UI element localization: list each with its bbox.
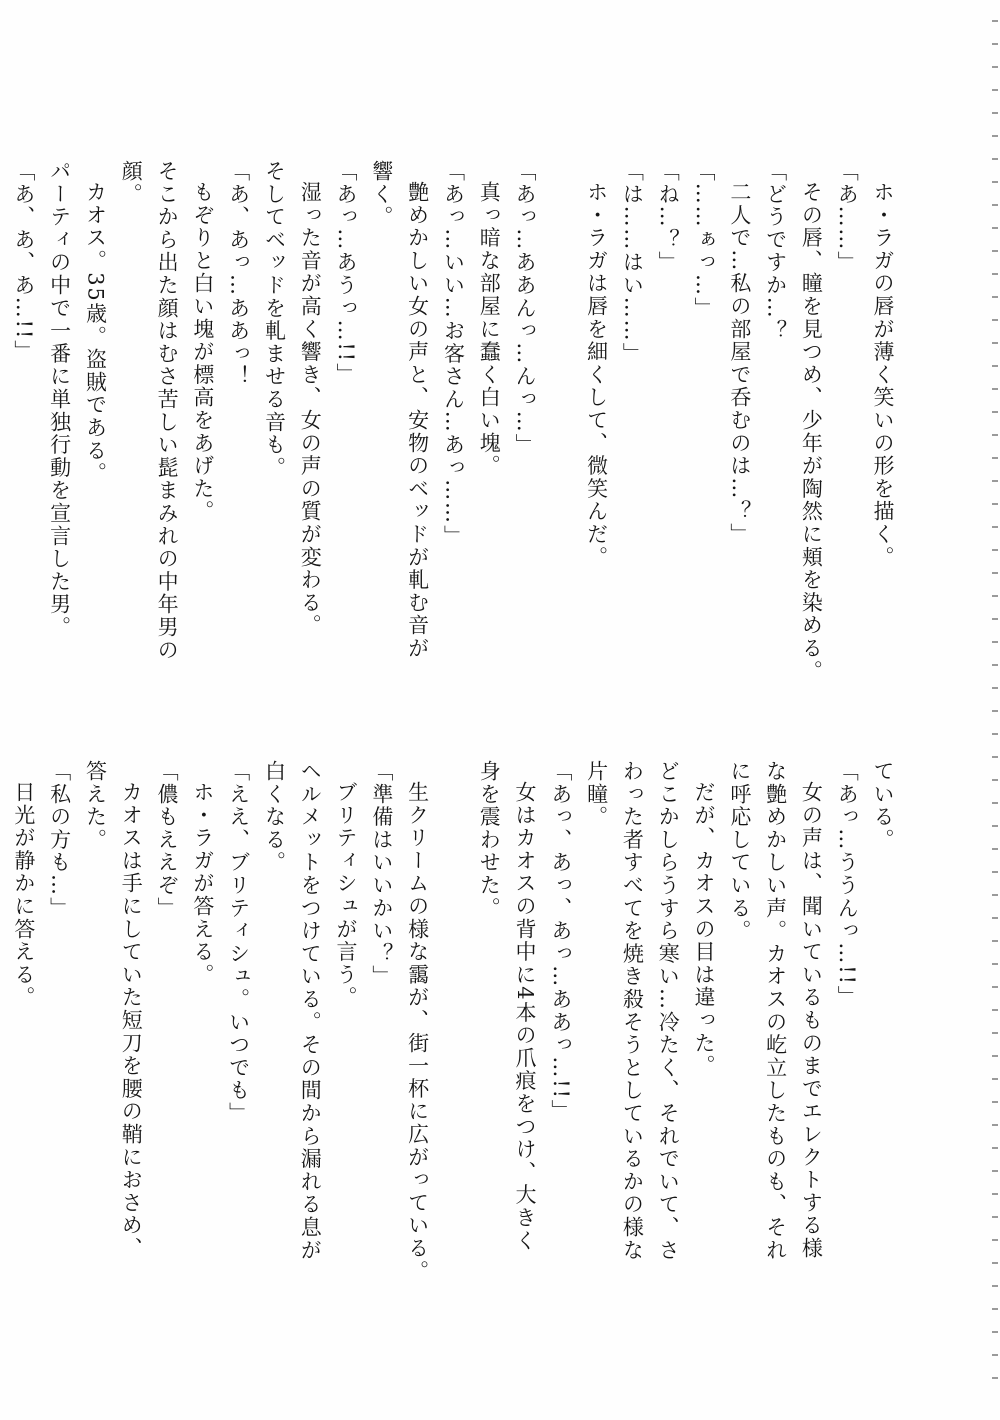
text-line: 「あ……」 — [835, 160, 860, 274]
edge-mark — [992, 1009, 998, 1011]
text-line: ホ・ラガの唇が薄く笑いの形を描く。 — [871, 181, 895, 569]
text-line: その唇、瞳を見つめ、少年が陶然に頬を染める。 — [799, 181, 824, 683]
edge-mark — [992, 1147, 998, 1149]
text-line: 湿った音が高く響き、女の声の質が変わる。 — [298, 181, 323, 637]
edge-mark — [992, 894, 998, 896]
edge-mark — [992, 296, 998, 298]
edge-mark — [992, 1331, 998, 1333]
text-line: ヘルメットをつけている。その間から漏れる息が — [298, 760, 323, 1262]
text-line: 「私の方も…」 — [47, 760, 72, 920]
edge-mark — [992, 273, 998, 275]
edge-mark — [992, 1193, 998, 1195]
text-line: 「あ、あっ…ああっ！ — [226, 160, 251, 388]
text-line: 日光が静かに答える。 — [11, 781, 36, 1009]
edge-mark — [992, 848, 998, 850]
text-line: 「ええ、ブリティシュ。いつでも」 — [226, 760, 251, 1125]
text-line: な艶めかしい声。カオスの屹立したものも、それ — [763, 760, 788, 1262]
edge-mark — [992, 204, 998, 206]
text-line: ホ・ラガは唇を細くして、微笑んだ。 — [584, 181, 609, 569]
text-line: 真っ暗な部屋に蠢く白い塊。 — [477, 181, 502, 478]
text-line: 答えた。 — [83, 760, 108, 852]
edge-mark — [992, 779, 998, 781]
edge-mark — [992, 618, 998, 620]
edge-mark — [992, 1354, 998, 1356]
text-line: そこから出た顔はむさ苦しい髭まみれの中年男の — [155, 160, 180, 662]
text-line: カオス。35歳。盗賊である。 — [83, 181, 108, 485]
text-line: 「あ、あ、あ…!!」 — [11, 160, 36, 363]
text-line: 女はカオスの背中に4本の爪痕をつけ、大きく — [513, 781, 538, 1253]
edge-mark — [992, 158, 998, 160]
edge-mark — [992, 572, 998, 574]
edge-mark — [992, 181, 998, 183]
edge-mark — [992, 388, 998, 390]
text-line: 「……ぁっ…」 — [692, 160, 717, 320]
text-line: 顔。 — [119, 160, 144, 206]
edge-mark — [992, 20, 998, 22]
edge-mark — [992, 227, 998, 229]
edge-mark — [992, 1239, 998, 1241]
edge-mark — [992, 457, 998, 459]
text-line: 「儂もええぞ」 — [155, 760, 180, 920]
edge-mark — [992, 319, 998, 321]
text-line: 女の声は、聞いているものまでエレクトする様 — [799, 781, 824, 1260]
edge-mark — [992, 250, 998, 252]
edge-mark — [992, 871, 998, 873]
lower-text-block — [11, 760, 900, 1283]
text-line: 「どうですか…？ — [763, 160, 788, 343]
edge-mark — [992, 963, 998, 965]
blank-line — [542, 160, 578, 580]
text-line: 片瞳。 — [584, 760, 609, 829]
text-line: 艶めかしい女の声と、安物のベッドが軋む音が — [405, 181, 430, 660]
text-line — [0, 160, 5, 580]
text-line: 白くなる。 — [262, 760, 287, 874]
edge-mark — [992, 135, 998, 137]
text-line: パーティの中で一番に単独行動を宣言した男。 — [47, 160, 72, 639]
edge-mark — [992, 89, 998, 91]
edge-mark — [992, 710, 998, 712]
edge-mark — [992, 549, 998, 551]
blank-line — [435, 760, 471, 1180]
text-line: 「あっ、あっ、あっ…ああっ…!!」 — [548, 760, 573, 1123]
text-line: 「ね…？」 — [656, 160, 681, 274]
edge-mark — [992, 526, 998, 528]
edge-mark — [992, 1216, 998, 1218]
text-line: ホ・ラガが答える。 — [190, 781, 215, 987]
text-line: そしてベッドを軋ませる音も。 — [262, 160, 287, 480]
text-line: に呼応している。 — [727, 760, 752, 943]
edge-mark — [992, 917, 998, 919]
text-line: 「は……はい……」 — [620, 160, 645, 366]
edge-mark — [992, 687, 998, 689]
edge-mark — [992, 1032, 998, 1034]
edge-mark — [992, 825, 998, 827]
text-line: わった者すべてを焼き殺そうとしているかの様な — [620, 760, 645, 1262]
edge-mark — [992, 1124, 998, 1126]
edge-mark — [992, 986, 998, 988]
text-line: 響く。 — [369, 160, 394, 229]
text-line: 「あっ…あうっ…!!」 — [334, 160, 359, 386]
edge-mark — [992, 43, 998, 45]
page-edge-marks — [986, 0, 1000, 1420]
text-line: どこかしらうすら寒い…冷たく、それでいて、さ — [656, 760, 681, 1262]
edge-mark — [992, 1377, 998, 1379]
edge-mark — [992, 664, 998, 666]
text-line: カオスは手にしていた短刀を腰の鞘におさめ、 — [119, 781, 144, 1260]
edge-mark — [992, 503, 998, 505]
edge-mark — [992, 756, 998, 758]
edge-mark — [992, 434, 998, 436]
edge-mark — [992, 365, 998, 367]
text-line — [0, 760, 5, 1180]
edge-mark — [992, 641, 998, 643]
edge-mark — [992, 480, 998, 482]
text-line: 「準備はいいかい？」 — [369, 760, 394, 988]
text-line: 「あっ…ううんっ…!!」 — [835, 760, 860, 1009]
text-line: 「あっ…いい…お客さん…あっ……」 — [441, 160, 466, 548]
text-line: ている。 — [871, 760, 895, 852]
edge-mark — [992, 1285, 998, 1287]
edge-mark — [992, 802, 998, 804]
edge-mark — [992, 1078, 998, 1080]
edge-mark — [992, 1101, 998, 1103]
edge-mark — [992, 1055, 998, 1057]
upper-text-block — [11, 160, 900, 683]
edge-mark — [992, 1308, 998, 1310]
edge-mark — [992, 66, 998, 68]
text-line: ブリティシュが言う。 — [334, 781, 359, 1009]
edge-mark — [992, 595, 998, 597]
text-line: 二人で…私の部屋で呑むのは…？」 — [727, 181, 752, 546]
edge-mark — [992, 733, 998, 735]
edge-mark — [992, 411, 998, 413]
text-line: 「あっ…ああんっ…んっ…」 — [513, 160, 538, 457]
text-line: 身を震わせた。 — [477, 760, 502, 920]
text-line: だが、カオスの目は違った。 — [692, 781, 717, 1078]
edge-mark — [992, 940, 998, 942]
edge-mark — [992, 1170, 998, 1172]
edge-mark — [992, 342, 998, 344]
edge-mark — [992, 112, 998, 114]
text-line: もぞりと白い塊が標高をあげた。 — [190, 181, 215, 523]
edge-mark — [992, 1262, 998, 1264]
text-line: 生クリームの様な靄が、街一杯に広がっている。 — [405, 781, 430, 1283]
